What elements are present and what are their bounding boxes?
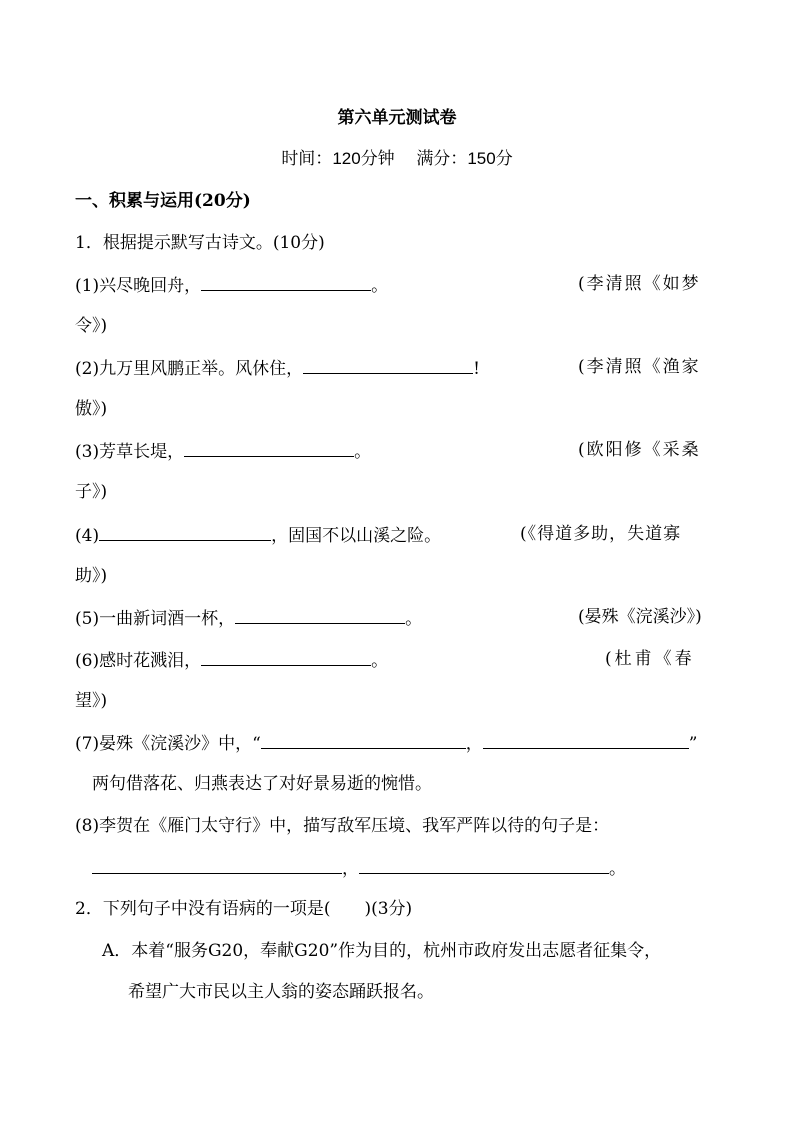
q1-item-4-end: ，固国不以山溪之险。 <box>271 526 442 546</box>
q1-item-5-prefix: (5)一曲新词酒一杯， <box>75 609 236 629</box>
q1-item-3-prefix: (3)芳草长堤， <box>75 442 185 462</box>
answer-blank-5[interactable] <box>235 606 405 624</box>
q1-item-2 <box>75 356 480 380</box>
q1-item-7-mid: ， <box>465 734 483 754</box>
q1-item-4-source: (《得道多助，失道寡 <box>520 524 682 544</box>
q1-item-2-source-cont: 傲》) <box>75 399 108 419</box>
score-label: 满分： <box>416 149 468 169</box>
q1-item-7-end: ” <box>688 734 698 754</box>
exam-meta <box>0 148 794 170</box>
q1-item-4 <box>75 523 441 547</box>
q1-item-8-answers <box>92 856 626 880</box>
q1-item-6-source: (杜甫《春 <box>605 649 695 669</box>
q1-item-8: (8)李贺在《雁门太守行》中，描写敌军压境、我军严阵以待的句子是： <box>75 816 610 836</box>
answer-blank-6[interactable] <box>201 648 371 666</box>
time-label: 时间： <box>281 149 333 169</box>
q1-item-7 <box>75 731 697 755</box>
answer-blank-4[interactable] <box>99 523 271 541</box>
q1-item-1-source-cont: 令》) <box>75 316 108 336</box>
page-title: 第六单元测试卷 <box>337 108 457 128</box>
answer-blank-7a[interactable] <box>261 731 466 749</box>
q1-item-8-mid: ， <box>342 859 359 879</box>
q2-option-a: A．本着“服务G20，奉献G20”作为目的，杭州市政府发出志愿者征集令， <box>102 941 662 961</box>
q1-item-2-prefix: (2)九万里风鹏正举。风休住， <box>75 359 304 379</box>
q1-item-6 <box>75 648 388 672</box>
q1-item-3 <box>75 439 371 463</box>
answer-blank-3[interactable] <box>184 439 354 457</box>
q1-item-1-end: 。 <box>371 276 389 296</box>
q1-item-7-cont: 两句借落花、归燕表达了对好景易逝的惋惜。 <box>92 774 432 794</box>
time-unit: 分钟 <box>360 149 395 169</box>
score-unit: 分 <box>495 149 513 169</box>
answer-blank-7b[interactable] <box>483 731 689 749</box>
question-1-stem: 1．根据提示默写古诗文。(10分) <box>75 233 325 253</box>
time-value: 120 <box>332 149 361 168</box>
q1-item-2-end: ! <box>473 359 480 379</box>
q1-item-6-end: 。 <box>371 651 389 671</box>
q1-item-1 <box>75 273 388 297</box>
q1-item-5-end: 。 <box>405 609 423 629</box>
answer-blank-8a[interactable] <box>92 856 342 874</box>
q1-item-5-source: (晏殊《浣溪沙》) <box>578 607 702 627</box>
answer-blank-2[interactable] <box>303 356 473 374</box>
q1-item-4-source-cont: 助》) <box>75 566 108 586</box>
q1-item-1-source: (李清照《如梦 <box>578 274 701 294</box>
q2-option-a-cont: 希望广大市民以主人翁的姿态踊跃报名。 <box>128 982 434 1002</box>
q1-item-6-prefix: (6)感时花溅泪， <box>75 651 202 671</box>
answer-blank-1[interactable] <box>201 273 371 291</box>
answer-blank-8b[interactable] <box>359 856 609 874</box>
q1-item-5 <box>75 606 422 630</box>
section-heading: 一、积累与运用(20分) <box>75 191 251 211</box>
score-value: 150 <box>467 149 496 168</box>
q1-item-6-source-cont: 望》) <box>75 691 108 711</box>
question-2-stem: 2．下列句子中没有语病的一项是( )(3分) <box>75 899 413 919</box>
q1-item-1-prefix: (1)兴尽晚回舟， <box>75 276 202 296</box>
q1-item-3-source: (欧阳修《采桑 <box>578 440 701 460</box>
q1-item-8-end: 。 <box>609 859 626 879</box>
q1-item-3-source-cont: 子》) <box>75 482 108 502</box>
q1-item-3-end: 。 <box>354 442 372 462</box>
q1-item-4-prefix: (4) <box>75 526 100 546</box>
q1-item-7-prefix: (7)晏殊《浣溪沙》中，“ <box>75 734 261 754</box>
q1-item-2-source: (李清照《渔家 <box>578 357 701 377</box>
